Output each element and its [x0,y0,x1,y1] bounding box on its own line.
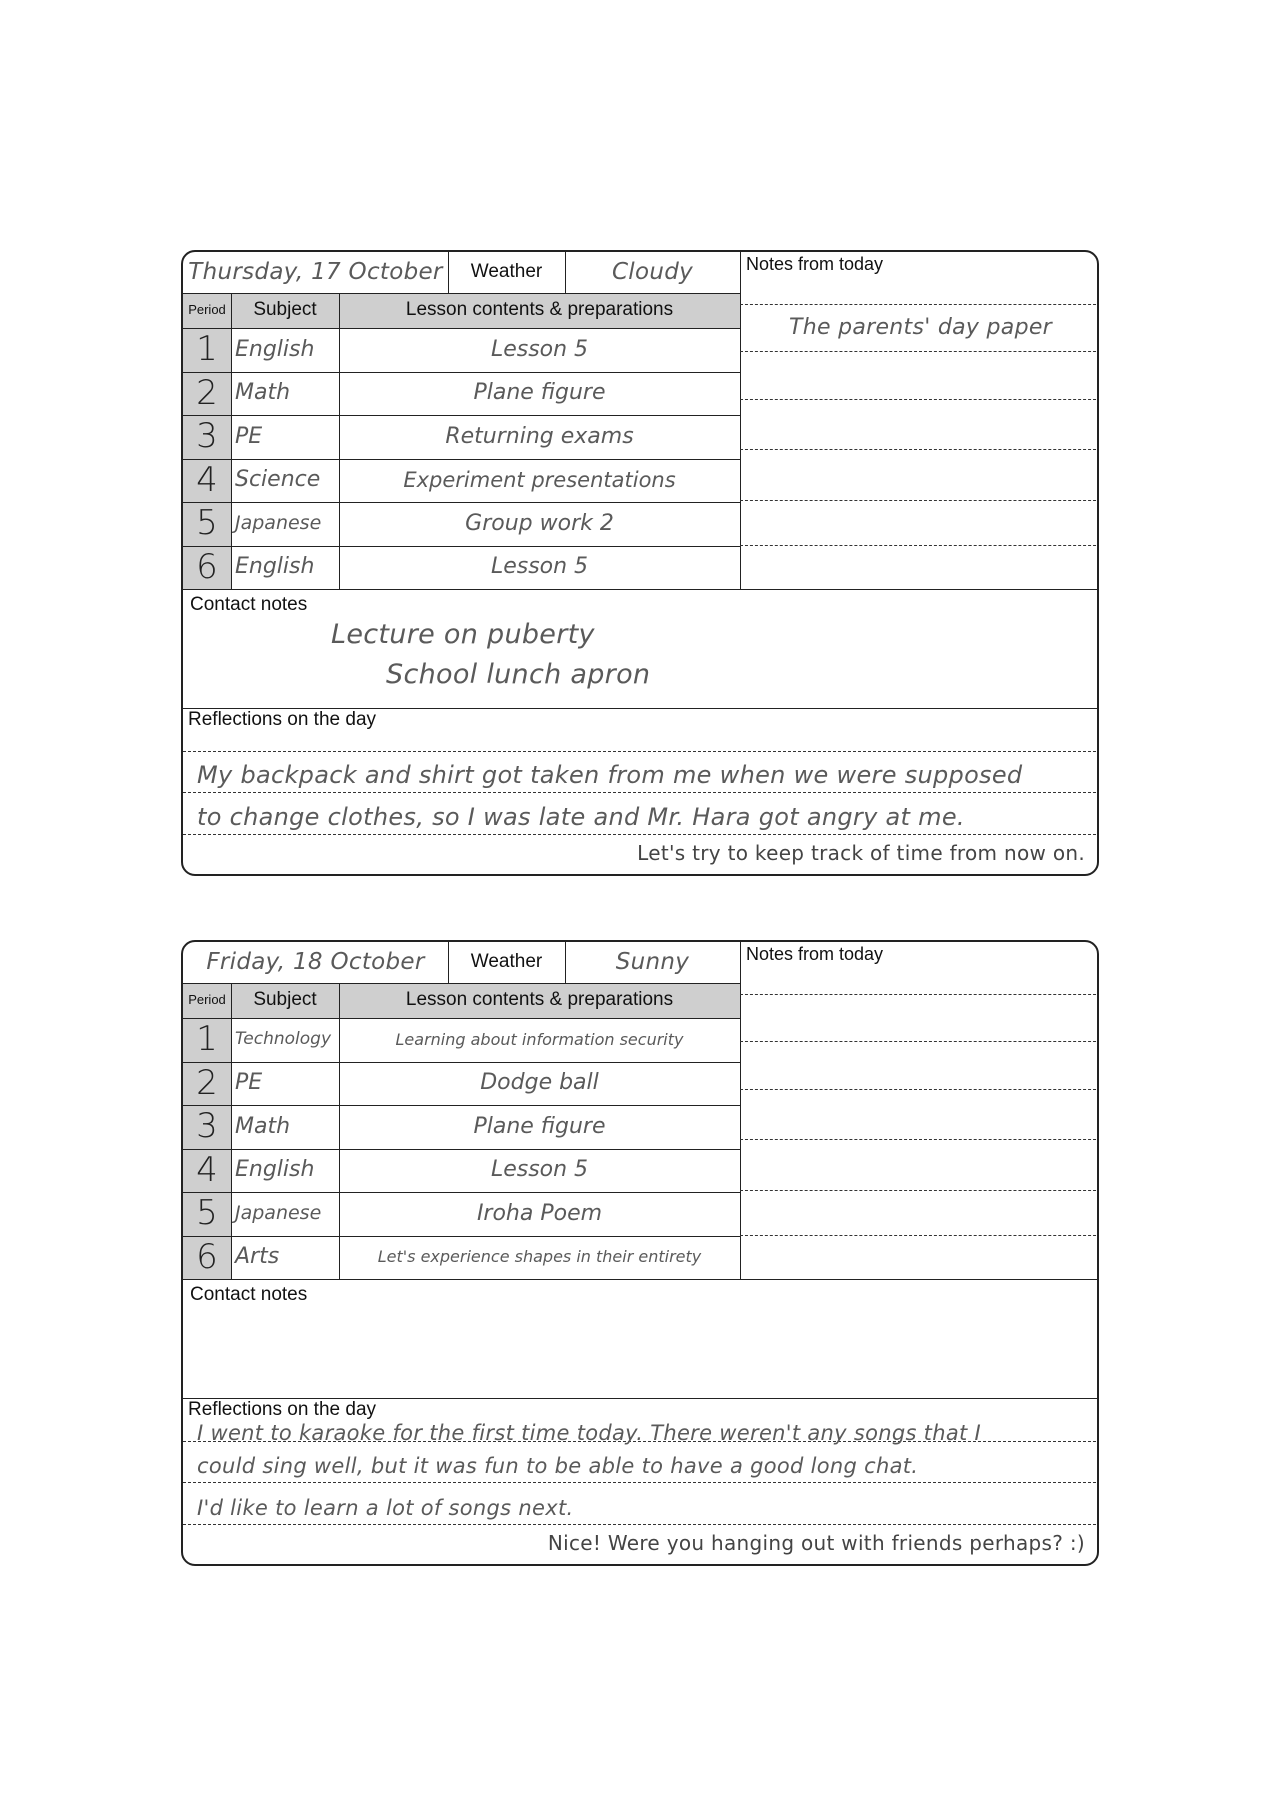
subject-cell[interactable]: Japanese [235,512,322,535]
notes-dashed-line [740,1139,1099,1140]
lesson-cell[interactable]: Experiment presentations [403,467,676,492]
column-divider [740,942,741,1279]
contact-notes-label: Contact notes [190,594,308,615]
subject-cell[interactable]: Japanese [235,1202,322,1225]
notes-dashed-line [740,399,1099,400]
row-divider [183,1236,740,1237]
row-divider [183,1105,740,1106]
row-divider [183,502,740,503]
column-divider [448,942,449,983]
reflections-label: Reflections on the day [188,1399,377,1420]
lesson-cell[interactable]: Let's experience shapes in their entirety [377,1247,702,1267]
lesson-cell[interactable]: Plane figure [473,380,606,406]
period-number: 4 [183,459,231,503]
row-divider [183,328,740,329]
subject-cell[interactable]: English [235,1157,315,1183]
lesson-cell[interactable]: Dodge ball [480,1070,599,1096]
row-divider [183,1018,740,1019]
row-divider [183,372,740,373]
column-divider [231,293,232,589]
row-divider [183,546,740,547]
header-divider [183,293,740,294]
lesson-header: Lesson contents & preparations [405,299,674,321]
reflections-label: Reflections on the day [188,709,377,730]
notes-entry[interactable]: The parents' day paper [788,314,1053,340]
lesson-cell[interactable]: Lesson 5 [490,554,589,580]
contact-notes-label: Contact notes [190,1284,308,1305]
weather-value[interactable]: Cloudy [611,258,694,285]
teacher-comment: Nice! Were you hanging out with friends perhaps? :) [547,1531,1085,1555]
period-number: 6 [183,1236,231,1280]
reflection-dashed-line [183,1482,1099,1483]
subject-header: Subject [253,299,317,321]
notes-dashed-line [740,1089,1099,1090]
subject-cell[interactable]: PE [235,423,263,449]
reflection-line[interactable]: I'd like to learn a lot of songs next. [197,1496,574,1520]
notes-dashed-line [740,500,1099,501]
column-divider [565,252,566,293]
row-divider [183,415,740,416]
lesson-header: Lesson contents & preparations [405,989,674,1011]
column-divider [339,293,340,589]
lesson-cell[interactable]: Lesson 5 [490,1157,589,1183]
contact-note[interactable]: Lecture on puberty [331,619,595,650]
reflection-line[interactable]: to change clothes, so I was late and Mr. Hara got angry at me. [197,803,965,831]
teacher-comment: Let's try to keep track of time from now on. [637,841,1085,865]
row-divider [183,459,740,460]
lesson-cell[interactable]: Lesson 5 [490,336,589,362]
period-number: 2 [183,1062,231,1106]
notes-dashed-line [740,351,1099,352]
diary-day-card [181,940,1099,1566]
table-bottom-line [183,1279,1099,1280]
weather-value[interactable]: Sunny [615,948,690,975]
subject-cell[interactable]: English [235,554,315,580]
period-header: Period [188,992,226,1008]
period-number: 4 [183,1149,231,1193]
reflection-line[interactable]: My backpack and shirt got taken from me when we were supposed [197,761,1023,789]
period-number: 3 [183,1105,231,1149]
period-number: 1 [183,328,231,372]
notes-dashed-line [740,304,1099,305]
lesson-cell[interactable]: Group work 2 [465,510,614,536]
period-header: Period [188,302,226,318]
header-divider [183,983,740,984]
date-cell[interactable]: Thursday, 17 October [188,258,443,285]
column-divider [339,983,340,1279]
subject-cell[interactable]: Technology [235,1029,332,1050]
row-divider [183,1062,740,1063]
contact-note[interactable]: School lunch apron [386,659,651,690]
lesson-cell[interactable]: Plane figure [473,1113,606,1139]
notes-dashed-line [740,449,1099,450]
period-number: 3 [183,415,231,459]
period-number: 6 [183,546,231,590]
notes-dashed-line [740,1235,1099,1236]
period-number: 1 [183,1018,231,1062]
row-divider [183,1149,740,1150]
weather-label: Weather [470,951,543,973]
subject-cell[interactable]: English [235,336,315,362]
reflection-dashed-line [183,792,1099,793]
column-divider [231,983,232,1279]
subject-cell[interactable]: Math [235,380,291,406]
period-number: 5 [183,502,231,546]
notes-label: Notes from today [746,944,884,964]
subject-header: Subject [253,989,317,1011]
notes-dashed-line [740,545,1099,546]
column-divider [740,252,741,589]
subject-cell[interactable]: PE [235,1070,263,1096]
notes-dashed-line [740,1190,1099,1191]
lesson-cell[interactable]: Returning exams [445,423,634,449]
reflection-dashed-line [183,1524,1099,1525]
subject-cell[interactable]: Science [235,467,321,493]
reflection-dashed-line [183,751,1099,752]
weather-label: Weather [470,261,543,283]
column-divider [448,252,449,293]
notes-label: Notes from today [746,254,884,274]
table-bottom-line [183,589,1099,590]
lesson-cell[interactable]: Iroha Poem [476,1200,603,1226]
date-cell[interactable]: Friday, 18 October [206,948,425,975]
column-divider [565,942,566,983]
period-number: 5 [183,1192,231,1236]
reflection-dashed-line [183,834,1099,835]
notes-dashed-line [740,1041,1099,1042]
subject-cell[interactable]: Math [235,1113,291,1139]
reflection-line[interactable]: could sing well, but it was fun to be able to have a good long chat. [197,1454,919,1478]
row-divider [183,1192,740,1193]
period-number: 2 [183,372,231,416]
subject-cell[interactable]: Arts [235,1244,280,1270]
lesson-cell[interactable]: Learning about information security [395,1029,684,1049]
notes-dashed-line [740,994,1099,995]
diary-day-card [181,250,1099,876]
reflection-line[interactable]: I went to karaoke for the first time today. There weren't any songs that I [197,1421,981,1445]
